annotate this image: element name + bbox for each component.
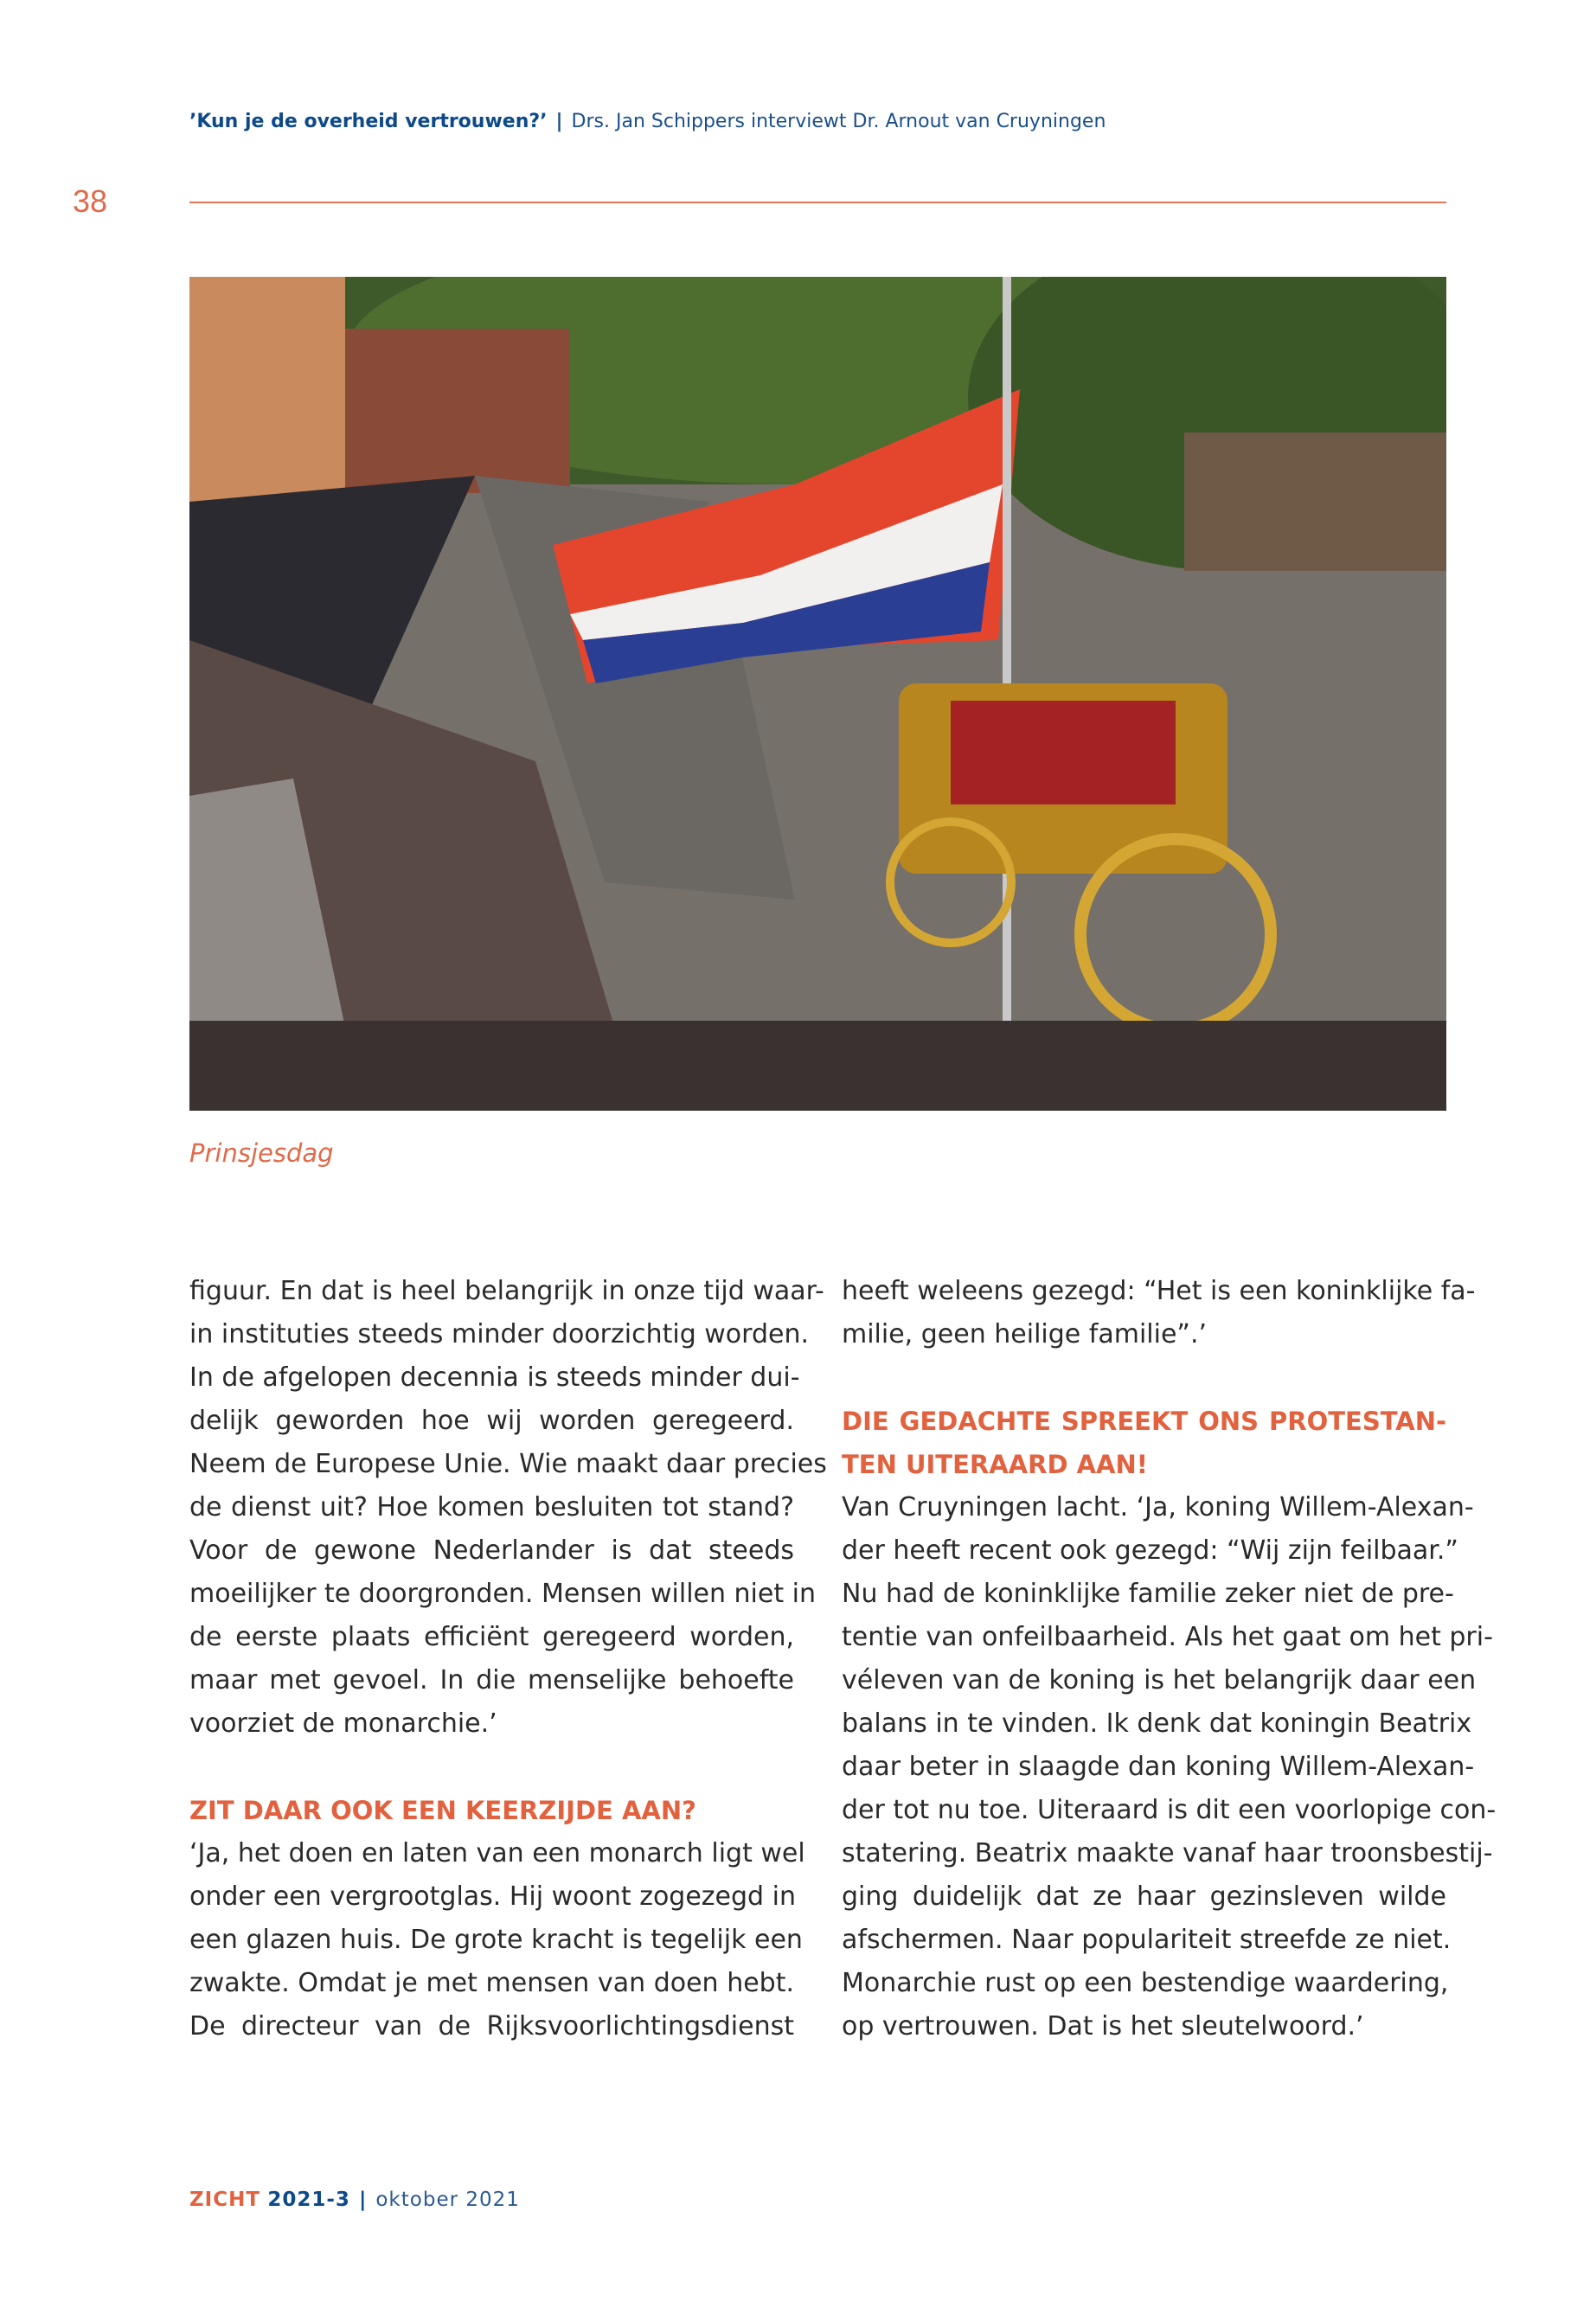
text-line: Neem de Europese Unie. Wie maakt daar precies (189, 1449, 827, 1479)
page-number: 38 (73, 183, 108, 219)
header-rule (189, 202, 1446, 203)
section-heading: ZIT DAAR OOK EEN KEERZIJDE AAN? (189, 1796, 696, 1825)
header-separator: | (555, 111, 563, 132)
text-line: Monarchie rust op een bestendige waardering, (842, 1968, 1449, 1998)
left-column (189, 1270, 827, 2048)
text-line: figuur. En dat is heel belangrijk in onze tijd waar- (189, 1276, 824, 1306)
text-line: delijk geworden hoe wij worden geregeerd. (189, 1406, 794, 1436)
text-line: Voor de gewone Nederlander is dat steeds (189, 1535, 794, 1566)
text-line: Van Cruyningen lacht. ‘Ja, koning Willem-Alexan- (842, 1492, 1474, 1522)
text-line: balans in te vinden. Ik denk dat koningin Beatrix (842, 1708, 1472, 1739)
text-line: ‘Ja, het doen en laten van een monarch ligt wel (189, 1838, 805, 1868)
header-title: ’Kun je de overheid vertrouwen?’ (189, 111, 548, 132)
text-line: In de afgelopen decennia is steeds minder dui- (189, 1362, 800, 1393)
text-line: ging duidelijk dat ze haar gezinsleven wilde (842, 1881, 1446, 1912)
running-header (189, 111, 1106, 132)
text-line: véleven van de koning is het belangrijk daar een (842, 1665, 1477, 1695)
text-line: zwakte. Omdat je met mensen van doen hebt. (189, 1968, 794, 1998)
text-line: tentie van onfeilbaarheid. Als het gaat om het pri- (842, 1622, 1493, 1652)
text-line: op vertrouwen. Dat is het sleutelwoord.’ (842, 2011, 1364, 2041)
text-line: heeft weleens gezegd: “Het is een koninklijke fa- (842, 1276, 1476, 1306)
section-heading: TEN UITERAARD AAN! (842, 1450, 1148, 1479)
text-line: daar beter in slaagde dan koning Willem-Alexan- (842, 1752, 1475, 1782)
text-line: milie, geen heilige familie”.’ (842, 1319, 1208, 1349)
footer-date: oktober 2021 (375, 2189, 520, 2211)
right-column (842, 1270, 1497, 2048)
text-line: de eerste plaats efficiënt geregeerd worden, (189, 1622, 794, 1652)
text-line: afschermen. Naar populariteit streefde ze niet. (842, 1925, 1452, 1955)
text-line: Nu had de koninklijke familie zeker niet de pre- (842, 1579, 1454, 1609)
text-line: voorziet de monarchie.’ (189, 1708, 497, 1739)
text-line: der heeft recent ook gezegd: “Wij zijn feilbaar.” (842, 1535, 1458, 1566)
text-line: een glazen huis. De grote kracht is tegelijk een (189, 1925, 803, 1955)
text-line: De directeur van de Rijksvoorlichtingsdienst (189, 2011, 794, 2041)
header-subtitle: Drs. Jan Schippers interviewt Dr. Arnout van Cruyningen (571, 111, 1106, 132)
text-line: onder een vergrootglas. Hij woont zogezegd in (189, 1881, 796, 1912)
footer-issue: 2021-3 (267, 2189, 350, 2211)
text-line: der tot nu toe. Uiteraard is dit een voorlopige con- (842, 1795, 1497, 1825)
photo-caption: Prinsjesdag (189, 1138, 334, 1168)
text-line: statering. Beatrix maakte vanaf haar troonsbestij- (842, 1838, 1493, 1868)
text-line: moeilijker te doorgronden. Mensen willen niet in (189, 1579, 816, 1609)
text-line: in instituties steeds minder doorzichtig worden. (189, 1319, 810, 1349)
page-footer (189, 2189, 520, 2211)
footer-separator: | (358, 2189, 368, 2211)
section-heading: DIE GEDACHTE SPREEKT ONS PROTESTAN- (842, 1407, 1446, 1436)
footer-magazine: ZICHT (189, 2189, 261, 2211)
text-line: maar met gevoel. In die menselijke behoefte (189, 1665, 794, 1695)
prinsjesdag-photo (189, 277, 1446, 1111)
text-line: de dienst uit? Hoe komen besluiten tot stand? (189, 1492, 794, 1522)
